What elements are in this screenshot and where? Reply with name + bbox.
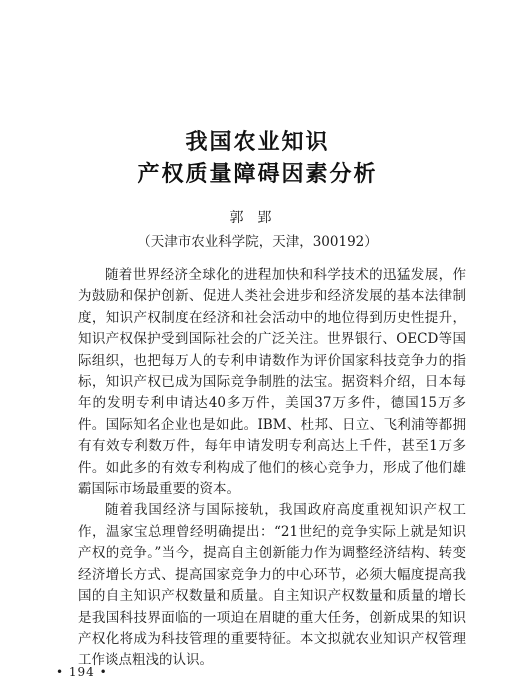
body-paragraph-1: 随着世界经济全球化的进程加快和科学技术的迅猛发展，作为鼓励和保护创新、促进人类社会进步和经济发展的基本法律制度，知识产权制度在经济和社会活动中的地位得到历史性提升，知识产权保护受到国际社会的广泛关注。世界银行、OECD等国际组织，也把每万人的专利申请数作为评价国家科技竞争力的指标，知识产权已成为国际竞争制胜的法宝。据资料介绍，日本每年的发明专利申请达40多万件，美国37万多件，德国15万多件。国际知名企业也是如此。IBM、杜邦、日立、飞利浦等都拥有有效专利数万件，每年申请发明专利高达上千件，甚至1万多件。如此多的有效专利构成了他们的核心竞争力，形成了他们雄霸国际市场最重要的资本。 — [78, 267, 466, 498]
article-title-line-1: 我国农业知识 — [185, 130, 330, 155]
author-name: 郭郢 — [229, 210, 286, 226]
article-body — [78, 265, 466, 672]
article-title-line-2: 产权质量障碍因素分析 — [137, 162, 378, 187]
body-paragraph-2: 随着我国经济与国际接轨，我国政府高度重视知识产权工作，温家宝总理曾经明确提出：“21世纪的竞争实际上就是知识产权的竞争。”当今，提高自主创新能力作为调整经济结构、转变经济增长方式、提高国家竞争力的中心环节，必须大幅度提高我国的自主知识产权数量和质量。自主知识产权数量和质量的增长是我国科技界面临的一项迫在眉睫的重大任务，创新成果的知识产权化将成为科技管理的重要特征。本文拟就农业知识产权管理工作谈点粗浅的认识。 — [78, 502, 466, 669]
page-number: • 194 • — [56, 665, 108, 679]
author-affiliation: （天津市农业科学院，天津，300192） — [137, 234, 378, 250]
